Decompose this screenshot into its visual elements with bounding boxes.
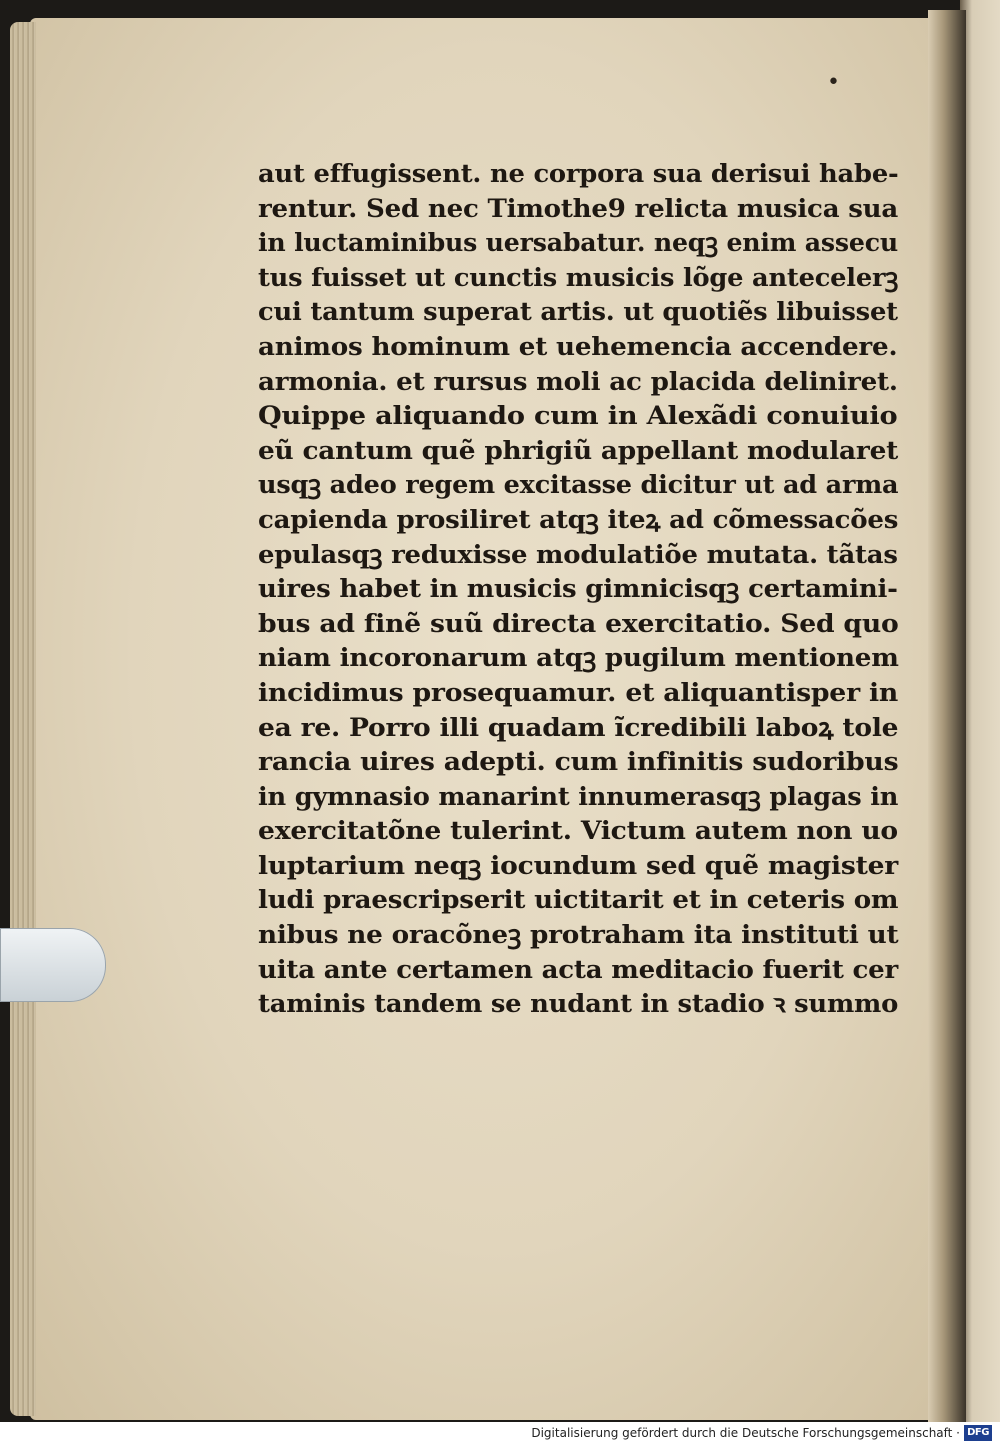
text-line: uita ante certamen acta meditacio fuerit cer — [258, 954, 899, 984]
text-line: taminis tandem se nudant in stadio ꝛ summo — [258, 989, 899, 1019]
text-line: bus ad finẽ suũ directa exercitatio. Sed quo — [258, 608, 899, 638]
text-line: uires habet in musicis gimnicisqꝫ certamini- — [258, 574, 898, 604]
footer-credit: Digitalisierung gefördert durch die Deutsche Forschungsgemeinschaft · — [531, 1426, 960, 1440]
facing-page-edge — [960, 0, 1000, 1430]
dfg-logo: DFG — [964, 1425, 992, 1441]
text-line: tus fuisset ut cunctis musicis lõge antecelerꝫ — [258, 262, 899, 292]
text-line: epulasqꝫ reduxisse modulatiõe mutata. tãtas — [258, 539, 898, 569]
text-line: rancia uires adepti. cum infinitis sudoribus — [258, 747, 899, 777]
text-line: incidimus prosequamur. et aliquantisper in — [258, 677, 899, 707]
text-line: niam incoronarum atqꝫ pugilum mentionem — [258, 643, 899, 673]
page-edges — [10, 22, 36, 1416]
text-line: animos hominum et uehemencia accendere. — [258, 331, 898, 361]
text-line: aut effugissent. ne corpora sua derisui habe- — [258, 159, 899, 188]
text-line: ea re. Porro illi quadam ĩcredibili laboꝝ tole — [258, 712, 899, 742]
bookmark-clip — [0, 928, 106, 1002]
text-block — [258, 157, 914, 1022]
text-line: usqꝫ adeo regem excitasse dicitur ut ad arma — [258, 470, 899, 500]
text-line: armonia. et rursus moli ac placida deliniret. — [258, 366, 898, 396]
text-line: luptarium neqꝫ iocundum sed quẽ magister — [258, 850, 899, 880]
text-line: eũ cantum quẽ phrigiũ appellant modularet — [258, 435, 899, 465]
text-line: capienda prosiliret atqꝫ iteꝝ ad cõmessacões — [258, 504, 899, 534]
text-line: in luctaminibus uersabatur. neqꝫ enim assecu — [258, 228, 899, 258]
text-line: exercitatõne tulerint. Victum autem non uo — [258, 816, 898, 846]
footer-bar — [0, 1422, 1000, 1447]
text-line: nibus ne oracõneꝫ protraham ita instituti ut — [258, 920, 899, 950]
page-mark: • — [827, 70, 840, 95]
text-line: in gymnasio manarint innumerasqꝫ plagas in — [258, 781, 899, 811]
text-line: ludi praescripserit uictitarit et in ceteris om — [258, 885, 899, 915]
text-line: rentur. Sed nec Timothe9 relicta musica sua — [258, 193, 899, 223]
text-line: cui tantum superat artis. ut quotiẽs libuisset — [258, 297, 898, 327]
text-line: Quippe aliquando cum in Alexãdi conuiuio — [258, 401, 898, 431]
